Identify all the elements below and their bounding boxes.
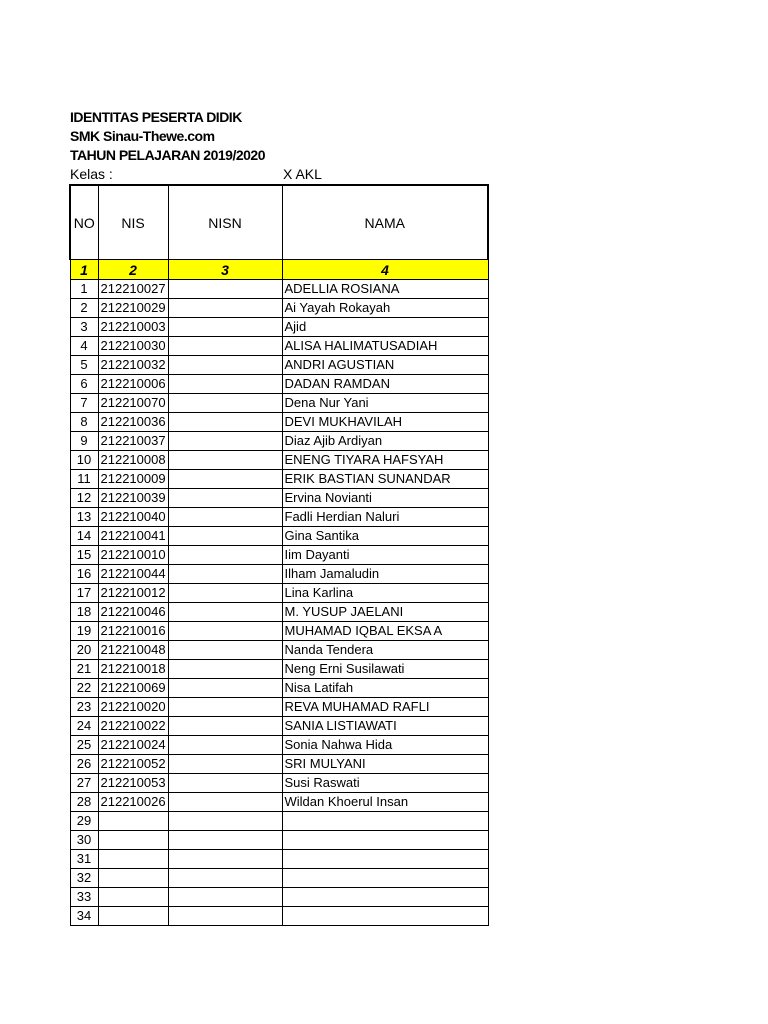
table-row <box>70 451 488 470</box>
academic-year: TAHUN PELAJARAN 2019/2020 <box>70 147 265 163</box>
no-cell: 1 <box>70 280 98 299</box>
nis-cell: 212210037 <box>98 432 168 451</box>
no-cell: 20 <box>70 641 98 660</box>
nis-cell <box>98 831 168 850</box>
nisn-cell <box>168 660 282 679</box>
nisn-cell <box>168 679 282 698</box>
table-row <box>70 394 488 413</box>
nis-cell: 212210069 <box>98 679 168 698</box>
table-row <box>70 318 488 337</box>
nis-cell: 212210020 <box>98 698 168 717</box>
table-row <box>70 356 488 375</box>
table-row <box>70 888 488 907</box>
table-row <box>70 489 488 508</box>
table-row <box>70 584 488 603</box>
table-row <box>70 660 488 679</box>
nis-cell: 212210018 <box>98 660 168 679</box>
column-number-3: 3 <box>168 260 282 280</box>
table-row <box>70 812 488 831</box>
table-row <box>70 375 488 394</box>
nis-cell: 212210003 <box>98 318 168 337</box>
nisn-cell <box>168 375 282 394</box>
nis-cell: 212210024 <box>98 736 168 755</box>
column-header-nama: NAMA <box>282 185 488 260</box>
nisn-cell <box>168 603 282 622</box>
no-cell: 24 <box>70 717 98 736</box>
no-cell: 22 <box>70 679 98 698</box>
no-cell: 30 <box>70 831 98 850</box>
nisn-cell <box>168 546 282 565</box>
no-cell: 12 <box>70 489 98 508</box>
nisn-cell <box>168 299 282 318</box>
nama-cell: ERIK BASTIAN SUNANDAR <box>282 470 488 489</box>
nama-cell: Neng Erni Susilawati <box>282 660 488 679</box>
student-rows <box>70 280 488 926</box>
nis-cell: 212210029 <box>98 299 168 318</box>
nama-cell: ENENG TIYARA HAFSYAH <box>282 451 488 470</box>
nis-cell: 212210040 <box>98 508 168 527</box>
nisn-cell <box>168 717 282 736</box>
table-row <box>70 565 488 584</box>
nama-cell: DADAN RAMDAN <box>282 375 488 394</box>
nisn-cell <box>168 850 282 869</box>
table-row <box>70 698 488 717</box>
table-row <box>70 736 488 755</box>
no-cell: 15 <box>70 546 98 565</box>
class-label: Kelas : <box>70 166 113 182</box>
nama-cell: DEVI MUKHAVILAH <box>282 413 488 432</box>
column-header-row <box>70 185 488 260</box>
nis-cell: 212210026 <box>98 793 168 812</box>
nama-cell: MUHAMAD IQBAL EKSA A <box>282 622 488 641</box>
table-row <box>70 432 488 451</box>
nama-cell: Gina Santika <box>282 527 488 546</box>
nama-cell <box>282 888 488 907</box>
nisn-cell <box>168 318 282 337</box>
nisn-cell <box>168 755 282 774</box>
table-row <box>70 527 488 546</box>
nis-cell: 212210039 <box>98 489 168 508</box>
no-cell: 10 <box>70 451 98 470</box>
nis-cell: 212210052 <box>98 755 168 774</box>
nis-cell: 212210032 <box>98 356 168 375</box>
no-cell: 28 <box>70 793 98 812</box>
table-row <box>70 679 488 698</box>
nisn-cell <box>168 527 282 546</box>
no-cell: 19 <box>70 622 98 641</box>
school-name: SMK Sinau-Thewe.com <box>70 128 215 144</box>
nis-cell: 212210027 <box>98 280 168 299</box>
no-cell: 3 <box>70 318 98 337</box>
nis-cell <box>98 907 168 926</box>
nama-cell <box>282 850 488 869</box>
nama-cell: Wildan Khoerul Insan <box>282 793 488 812</box>
no-cell: 29 <box>70 812 98 831</box>
column-header-nisn: NISN <box>168 185 282 260</box>
table-row <box>70 641 488 660</box>
no-cell: 34 <box>70 907 98 926</box>
nama-cell: Dena Nur Yani <box>282 394 488 413</box>
nisn-cell <box>168 489 282 508</box>
table-row <box>70 850 488 869</box>
nama-cell <box>282 869 488 888</box>
nis-cell <box>98 850 168 869</box>
class-value: X AKL <box>283 166 322 182</box>
nisn-cell <box>168 584 282 603</box>
nis-cell: 212210030 <box>98 337 168 356</box>
table-row <box>70 793 488 812</box>
no-cell: 23 <box>70 698 98 717</box>
no-cell: 5 <box>70 356 98 375</box>
no-cell: 32 <box>70 869 98 888</box>
nama-cell: ANDRI AGUSTIAN <box>282 356 488 375</box>
student-table <box>69 184 489 926</box>
column-number-row <box>70 260 488 280</box>
nama-cell: Lina Karlina <box>282 584 488 603</box>
nis-cell: 212210010 <box>98 546 168 565</box>
no-cell: 9 <box>70 432 98 451</box>
table-row <box>70 413 488 432</box>
nisn-cell <box>168 641 282 660</box>
nis-cell: 212210048 <box>98 641 168 660</box>
nisn-cell <box>168 565 282 584</box>
no-cell: 25 <box>70 736 98 755</box>
nis-cell: 212210006 <box>98 375 168 394</box>
nis-cell: 212210041 <box>98 527 168 546</box>
no-cell: 18 <box>70 603 98 622</box>
nama-cell: SRI MULYANI <box>282 755 488 774</box>
nisn-cell <box>168 413 282 432</box>
column-header-nis: NIS <box>98 185 168 260</box>
table-row <box>70 280 488 299</box>
no-cell: 26 <box>70 755 98 774</box>
nisn-cell <box>168 356 282 375</box>
nisn-cell <box>168 337 282 356</box>
table-row <box>70 337 488 356</box>
nama-cell: Nisa Latifah <box>282 679 488 698</box>
nis-cell <box>98 869 168 888</box>
table-row <box>70 831 488 850</box>
nisn-cell <box>168 394 282 413</box>
nama-cell: Ajid <box>282 318 488 337</box>
nis-cell: 212210012 <box>98 584 168 603</box>
nama-cell <box>282 812 488 831</box>
nama-cell: ADELLIA ROSIANA <box>282 280 488 299</box>
nis-cell: 212210016 <box>98 622 168 641</box>
table-row <box>70 603 488 622</box>
nis-cell: 212210070 <box>98 394 168 413</box>
table-row <box>70 546 488 565</box>
nisn-cell <box>168 869 282 888</box>
table-row <box>70 717 488 736</box>
nama-cell: SANIA LISTIAWATI <box>282 717 488 736</box>
nisn-cell <box>168 622 282 641</box>
nisn-cell <box>168 470 282 489</box>
nisn-cell <box>168 812 282 831</box>
nama-cell: REVA MUHAMAD RAFLI <box>282 698 488 717</box>
nama-cell <box>282 907 488 926</box>
nisn-cell <box>168 508 282 527</box>
nisn-cell <box>168 888 282 907</box>
nama-cell <box>282 831 488 850</box>
table-row <box>70 470 488 489</box>
document-title: IDENTITAS PESERTA DIDIK <box>70 109 242 125</box>
nis-cell: 212210022 <box>98 717 168 736</box>
table-row <box>70 508 488 527</box>
nis-cell <box>98 888 168 907</box>
nama-cell: Fadli Herdian Naluri <box>282 508 488 527</box>
nama-cell: Sonia Nahwa Hida <box>282 736 488 755</box>
nis-cell: 212210053 <box>98 774 168 793</box>
no-cell: 14 <box>70 527 98 546</box>
nisn-cell <box>168 736 282 755</box>
nis-cell <box>98 812 168 831</box>
nisn-cell <box>168 793 282 812</box>
no-cell: 4 <box>70 337 98 356</box>
no-cell: 8 <box>70 413 98 432</box>
no-cell: 27 <box>70 774 98 793</box>
nis-cell: 212210036 <box>98 413 168 432</box>
nama-cell: ALISA HALIMATUSADIAH <box>282 337 488 356</box>
nis-cell: 212210008 <box>98 451 168 470</box>
nis-cell: 212210046 <box>98 603 168 622</box>
nama-cell: Nanda Tendera <box>282 641 488 660</box>
nis-cell: 212210009 <box>98 470 168 489</box>
nama-cell: Ilham Jamaludin <box>282 565 488 584</box>
nisn-cell <box>168 451 282 470</box>
no-cell: 7 <box>70 394 98 413</box>
no-cell: 2 <box>70 299 98 318</box>
column-number-2: 2 <box>98 260 168 280</box>
nisn-cell <box>168 432 282 451</box>
no-cell: 16 <box>70 565 98 584</box>
column-number-4: 4 <box>282 260 488 280</box>
nisn-cell <box>168 280 282 299</box>
nisn-cell <box>168 907 282 926</box>
nama-cell: Susi Raswati <box>282 774 488 793</box>
nama-cell: Diaz Ajib Ardiyan <box>282 432 488 451</box>
no-cell: 6 <box>70 375 98 394</box>
no-cell: 13 <box>70 508 98 527</box>
no-cell: 33 <box>70 888 98 907</box>
table-row <box>70 755 488 774</box>
no-cell: 17 <box>70 584 98 603</box>
nisn-cell <box>168 698 282 717</box>
table-row <box>70 907 488 926</box>
nama-cell: M. YUSUP JAELANI <box>282 603 488 622</box>
nisn-cell <box>168 831 282 850</box>
nama-cell: Ervina Novianti <box>282 489 488 508</box>
nama-cell: Iim Dayanti <box>282 546 488 565</box>
table-row <box>70 774 488 793</box>
nama-cell: Ai Yayah Rokayah <box>282 299 488 318</box>
no-cell: 11 <box>70 470 98 489</box>
table-row <box>70 869 488 888</box>
no-cell: 31 <box>70 850 98 869</box>
nis-cell: 212210044 <box>98 565 168 584</box>
table-row <box>70 622 488 641</box>
column-number-1: 1 <box>70 260 98 280</box>
nisn-cell <box>168 774 282 793</box>
column-header-no: NO <box>70 185 98 260</box>
table-row <box>70 299 488 318</box>
no-cell: 21 <box>70 660 98 679</box>
